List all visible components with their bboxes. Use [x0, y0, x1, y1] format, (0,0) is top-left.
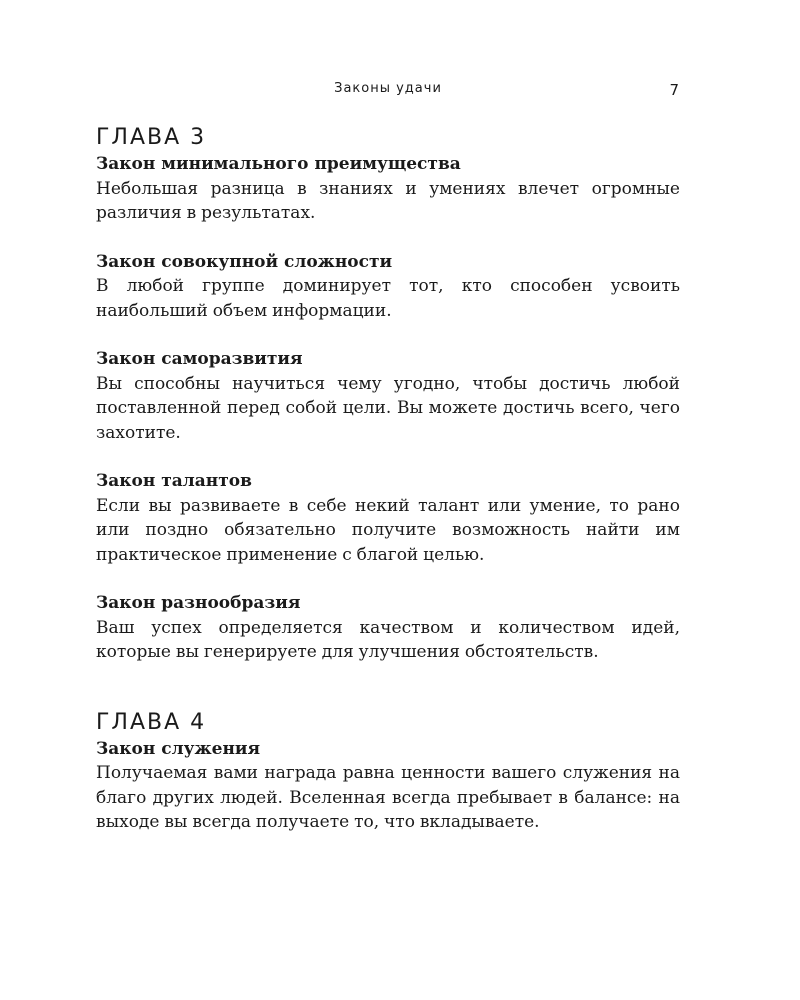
- page-header: [96, 81, 680, 101]
- chapter-4: [96, 709, 680, 835]
- law-self-development: [96, 347, 680, 445]
- law-title: Закон талантов: [96, 471, 252, 491]
- chapter-heading: ГЛАВА 3: [96, 125, 207, 150]
- law-service: [96, 737, 680, 835]
- law-title: Закон служения: [96, 738, 261, 759]
- law-title: Закон совокупной сложности: [96, 251, 393, 272]
- law-text: Ваш успех определяется качеством и количеством идей, которые вы генерируете для улучшения обстоятельств.: [96, 617, 680, 662]
- law-cumulative-complexity: [96, 250, 680, 324]
- law-text: В любой группе доминирует тот, кто способен усвоить наибольший объем информации.: [96, 276, 680, 321]
- page-content: [96, 124, 680, 835]
- law-text: Получаемая вами награда равна ценности вашего служения на благо других людей. Вселенная всегда пребывает в балансе: на выходе вы всегда получаете то, что вкладываете.: [96, 763, 680, 832]
- law-title: Закон минимального преимущества: [96, 154, 461, 174]
- running-title: Законы удачи: [334, 81, 442, 96]
- law-diversity: [96, 591, 680, 665]
- law-text: Вы способны научиться чему угодно, чтобы достичь любой поставленной перед собой цели. Вы можете достичь всего, чего захотите.: [96, 373, 680, 443]
- law-text: Если вы развиваете в себе некий талант или умение, то рано или поздно обязательно получите возможность найти им практическое применение с благой целью.: [96, 495, 680, 565]
- law-title: Закон саморазвития: [96, 349, 303, 369]
- law-minimal-advantage: [96, 152, 680, 226]
- chapter-heading: ГЛАВА 4: [96, 709, 207, 735]
- chapter-3: [96, 124, 680, 665]
- law-talents: [96, 469, 680, 567]
- law-text: Небольшая разница в знаниях и умениях влечет огромные различия в результатах.: [96, 178, 680, 223]
- law-title: Закон разнообразия: [96, 593, 301, 613]
- page-number: 7: [669, 81, 680, 99]
